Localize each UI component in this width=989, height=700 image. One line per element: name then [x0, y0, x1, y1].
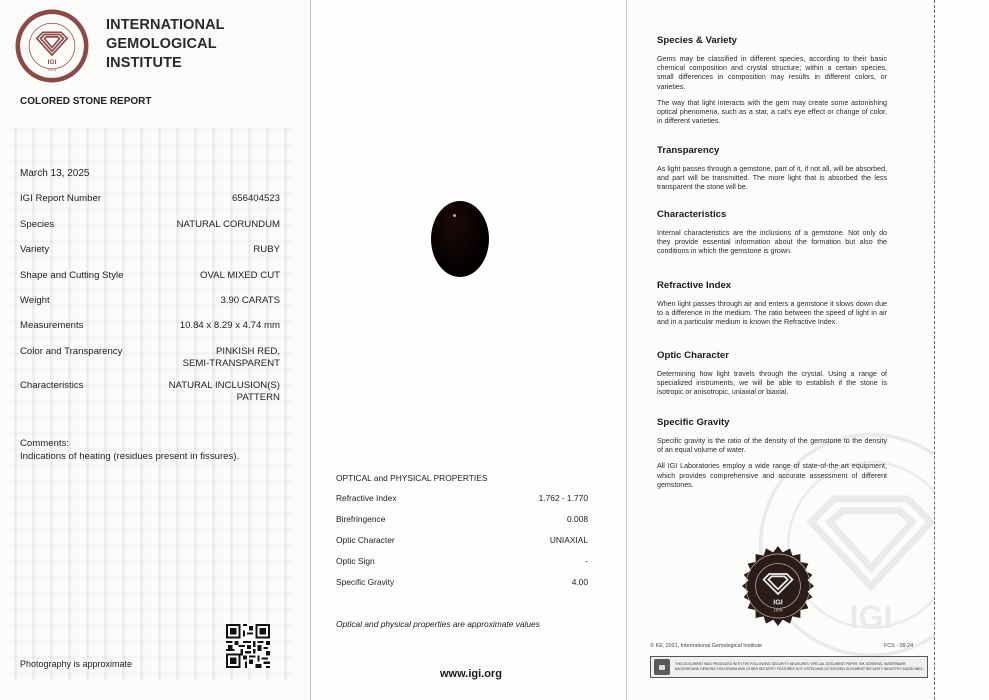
field-value-line: PINKISH RED, [216, 346, 280, 357]
optical-row-birefringence [336, 514, 588, 524]
field-value: RUBY [253, 244, 280, 255]
report-type: COLORED STONE REPORT [20, 96, 152, 107]
field-value-line: SEMI-TRANSPARENT [182, 358, 280, 369]
form-code: FCS - 09.24 [884, 643, 914, 649]
optical-row-specific-gravity [336, 577, 588, 587]
info-section-title: Refractive Index [657, 280, 732, 291]
info-section-title: Optic Character [657, 350, 729, 361]
svg-text:IGI: IGI [849, 598, 893, 635]
org-name-line: GEMOLOGICAL [106, 36, 217, 52]
svg-text:IGI: IGI [47, 59, 57, 67]
organization-name [106, 16, 225, 73]
optical-label: Birefringence [336, 514, 386, 524]
field-value: NATURAL CORUNDUM [176, 219, 280, 230]
website-link[interactable]: www.igi.org [440, 668, 502, 680]
field-value-line: PATTERN [236, 392, 280, 403]
field-label: IGI Report Number [20, 193, 102, 204]
photo-properties-panel [310, 0, 626, 700]
optical-value: UNIAXIAL [549, 535, 588, 545]
qr-code-icon[interactable] [226, 624, 270, 668]
comments-text: Indications of heating (residues present in fissures). [20, 451, 240, 462]
optical-label: Optic Character [336, 535, 395, 545]
tear-off-flap [934, 0, 989, 700]
field-label: Species [20, 219, 55, 230]
igi-seal-icon [738, 546, 818, 626]
igi-logo-icon [14, 8, 90, 84]
field-label: Color and Transparency [20, 346, 123, 357]
info-paragraph: The way that light interacts with the gem may create some astonishing optical phenomena, such as a star, a cat's eye effect or change of color, in different varieties. [657, 98, 887, 126]
info-paragraph: As light passes through a gemstone, part of it, if not all, will be absorbed, and part will be transmitted. The more light that is absorbed the less transparent the stone will be. [657, 165, 887, 192]
gemstone-glint [453, 214, 456, 217]
report-date: March 13, 2025 [20, 168, 90, 179]
info-paragraph: When light passes through air and enters a gemstone it slows down due to a difference in the medium. The ratio between the speed of light in air and in a particular medium is known the Refractive Index. [657, 300, 887, 327]
optical-properties-title: OPTICAL and PHYSICAL PROPERTIES [336, 473, 488, 483]
info-section-title: Transparency [657, 145, 720, 156]
info-section-transparency [657, 145, 887, 200]
watermark-background [8, 128, 292, 680]
photography-note: Photography is approximate [20, 659, 133, 669]
info-section-specific-gravity [657, 417, 887, 497]
optical-properties-note: Optical and physical properties are approximate values [336, 619, 540, 629]
field-label: Shape and Cutting Style [20, 270, 124, 281]
optical-row-optic-sign [336, 556, 588, 566]
info-section-title: Characteristics [657, 209, 727, 220]
field-value: 10.84 x 8.29 x 4.74 mm [179, 320, 280, 331]
optical-row-optic-character [336, 535, 588, 545]
field-shape [20, 270, 280, 282]
info-section-characteristics [657, 209, 887, 264]
field-species [20, 219, 280, 231]
field-weight [20, 295, 280, 307]
optical-value: 1.762 - 1.770 [538, 493, 588, 503]
info-paragraph: All IGI Laboratories employ a wide range of state-of-the-art equipment, which provides comprehensive and accurate assessment of different gemstones. [657, 462, 887, 489]
field-report-number [20, 193, 280, 205]
info-paragraph: Specific gravity is the ratio of the density of the gemstone to the density of an equal volume of water. [657, 437, 887, 455]
svg-text:1975: 1975 [47, 68, 57, 73]
field-value: 656404523 [231, 193, 280, 204]
info-section-optic-character [657, 350, 887, 405]
info-section-species-variety [657, 35, 887, 133]
svg-text:1975: 1975 [773, 607, 783, 613]
info-section-title: Specific Gravity [657, 417, 730, 428]
lock-icon [654, 659, 670, 675]
optical-row-refractive-index [336, 493, 588, 503]
field-value-line: NATURAL INCLUSION(S) [168, 380, 280, 391]
field-label: Weight [20, 295, 50, 306]
report-panel [0, 0, 310, 700]
info-paragraph: Internal characteristics are the inclusions of a gemstone. Not only do they provide essential information about the formation but also the conditions in which the gemstone is grown. [657, 229, 887, 256]
field-value [183, 346, 280, 370]
field-characteristics [20, 380, 280, 404]
field-value [169, 380, 280, 404]
optical-value: 0.008 [567, 514, 588, 524]
field-measurements [20, 320, 280, 332]
optical-label: Optic Sign [336, 556, 375, 566]
gemstone-photo [431, 201, 489, 277]
optical-value: - [585, 556, 588, 566]
field-value: OVAL MIXED CUT [200, 270, 280, 281]
comments [20, 437, 239, 463]
field-color-transparency [20, 346, 280, 370]
svg-text:IGI: IGI [773, 597, 783, 607]
comments-label: Comments: [20, 438, 70, 449]
field-label: Characteristics [20, 380, 84, 391]
org-name-line: INTERNATIONAL [106, 17, 225, 33]
info-paragraph: Determining how light travels through the crystal. Using a range of specialized instruments, we will be able to establish if the stone is isotropic or anisotropic, uniaxial or biaxial. [657, 370, 887, 397]
optical-label: Refractive Index [336, 493, 397, 503]
security-text: THIS DOCUMENT WAS PRODUCED WITH THE FOLLOWING SECURITY MEASURES: SPECIAL DOCUMENT PAPER, INK SCREENS, WATERMARK BACKGROUND DESIGNS, HOLOGRAM AND OTHER SECURITY FEATURES NOT LISTED AND GO EXCEED DOCUMENT SECURITY INDUSTRY GUIDELINES. [675, 662, 924, 671]
info-section-refractive-index [657, 280, 887, 335]
field-label: Variety [20, 244, 50, 255]
field-value: 3.90 CARATS [220, 295, 280, 306]
field-variety [20, 244, 280, 256]
info-paragraph: Gems may be classified in different species, according to their basic chemical composition and crystal structure; within a certain species, small differences in composition may results in different colors, or varieties. [657, 55, 887, 91]
optical-value: 4.00 [571, 577, 588, 587]
security-notice [650, 656, 928, 678]
info-section-title: Species & Variety [657, 35, 737, 46]
optical-label: Specific Gravity [336, 577, 395, 587]
copyright-text: © IGI, 2021, International Gemological Institute [650, 643, 763, 649]
field-label: Measurements [20, 320, 84, 331]
org-name-line: INSTITUTE [106, 55, 182, 71]
